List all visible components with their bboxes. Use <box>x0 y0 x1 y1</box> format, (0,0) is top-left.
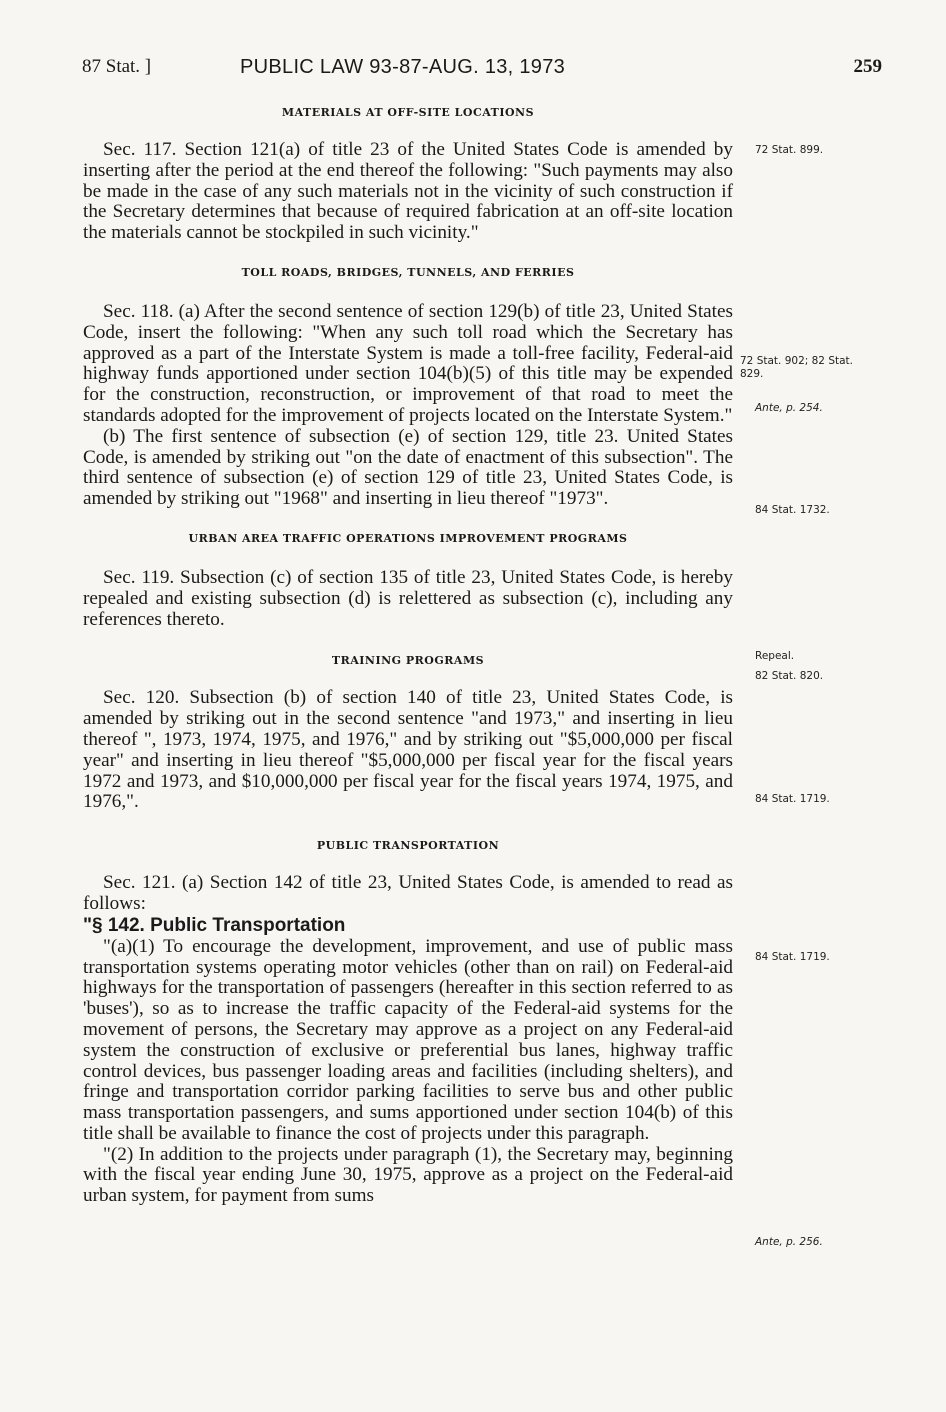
margin-citation: 84 Stat. 1732. <box>755 504 830 516</box>
section-heading: PUBLIC TRANSPORTATION <box>316 839 500 853</box>
section-heading: MATERIALS AT OFF-SITE LOCATIONS <box>281 106 535 119</box>
margin-citation: Ante, p. 256. <box>755 1236 823 1248</box>
page-header <box>82 56 882 86</box>
margin-citation: 82 Stat. 820. <box>755 670 824 682</box>
section-heading: TOLL ROADS, BRIDGES, TUNNELS, AND FERRIES <box>241 265 575 279</box>
paragraph: Sec. 118. (a) After the second sentence of section 129(b) of title 23, United States Code, insert the following: "When any such toll road which the Secretary has approved as a part of the Interstate System is made a toll-free facility, Federal-aid highway funds apportioned under section 104(b)(5) of this title may be expended for the construction, reconstruction, or improvement of that road to meet the standards adopted for the improvement of projects located on the Interstate System." <box>83 300 733 426</box>
margin-citation: 72 Stat. 899. <box>755 144 824 156</box>
margin-citation: 84 Stat. 1719. <box>755 793 830 805</box>
header-volume: 87 Stat. ] <box>82 56 152 77</box>
codified-section-title: "§ 142. Public Transportation <box>83 914 346 936</box>
paragraph: (b) The first sentence of subsection (e) of section 129, title 23. United States Code, is amended by striking out "on the date of enactment of this subsection". The third sentence of subsection (e) of section 129 of title 23, United States Code, is amended by striking out "1968" and inserting in lieu thereof "1973". <box>83 425 733 510</box>
paragraph: "(2) In addition to the projects under paragraph (1), the Secretary may, beginning with the fiscal year ending June 30, 1975, approve as a project on the Federal-aid urban system, for payment from sums <box>83 1143 733 1207</box>
section-heading: TRAINING PROGRAMS <box>331 654 485 668</box>
page-number: 259 <box>853 56 882 77</box>
paragraph: Sec. 120. Subsection (b) of section 140 of title 23, United States Code, is amended by striking out in the second sentence "and 1973," and inserting in lieu thereof ", 1973, 1974, 1975, and 1976," and by striking out "$5,000,000 per fiscal year" and inserting in lieu thereof "$5,000,000 per fiscal year for the fiscal years 1972 and 1973, and $10,000,000 per fiscal year for the fiscal years 1974, 1975, and 1976,". <box>83 687 733 813</box>
margin-citation: 84 Stat. 1719. <box>755 951 830 963</box>
section-heading: URBAN AREA TRAFFIC OPERATIONS IMPROVEMENT PROGRAMS <box>188 531 628 545</box>
paragraph: Sec. 117. Section 121(a) of title 23 of the United States Code is amended by inserting after the period at the end thereof the following: "Such payments may also be made in the case of any such materials not in the vicinity of such construction if the Secretary determines that because of required fabrication at an off-site location the materials cannot be stockpiled in such vicinity." <box>83 139 733 244</box>
paragraph: "(a)(1) To encourage the development, improvement, and use of public mass transportation systems operating motor vehicles (other than on rail) on Federal-aid highways for the transportation of passengers (hereafter in this section referred to as 'buses'), so as to increase the traffic capacity of the Federal-aid systems for the movement of persons, the Secretary may approve as a project on any Federal-aid system the construction of exclusive or preferential bus lanes, highway traffic control devices, bus passenger loading areas and facilities (including shelters), and fringe and transportation corridor parking facilities to serve bus and other public mass transportation passengers, and sums apportioned under section 104(b) of this title shall be available to finance the cost of projects under this paragraph. <box>83 935 733 1144</box>
margin-citation: 72 Stat. 902; 82 Stat. 829. <box>740 355 853 380</box>
body-text <box>83 104 733 1207</box>
paragraph: Sec. 119. Subsection (c) of section 135 of title 23, United States Code, is hereby repealed and existing subsection (d) is relettered as subsection (c), including any references thereto. <box>83 566 733 630</box>
margin-citation: Ante, p. 254. <box>755 402 823 414</box>
paragraph: Sec. 121. (a) Section 142 of title 23, United States Code, is amended to read as follows: <box>83 872 733 914</box>
header-title: PUBLIC LAW 93-87-AUG. 13, 1973 <box>240 56 566 78</box>
margin-note-repeal: Repeal. <box>755 650 795 662</box>
